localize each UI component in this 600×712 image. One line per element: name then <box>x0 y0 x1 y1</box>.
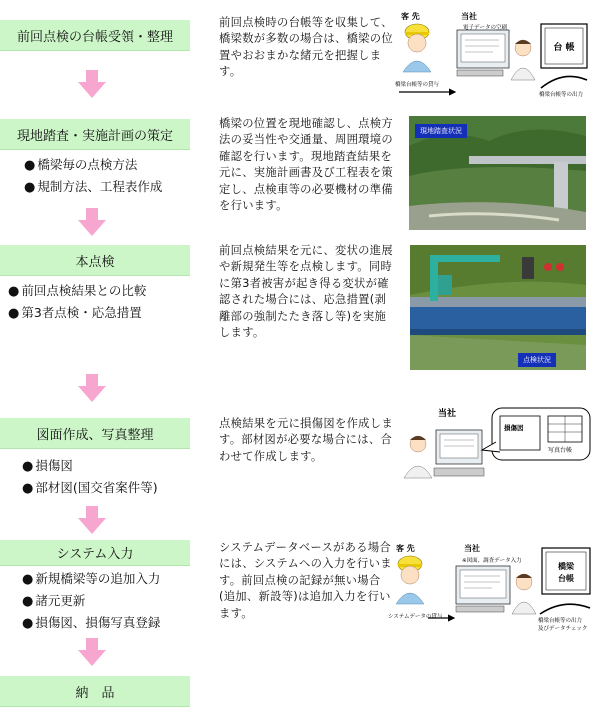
computer-icon <box>456 566 510 612</box>
step-title: 図面作成、写真整理 <box>36 427 154 443</box>
ledger-book-icon <box>542 548 590 594</box>
company-label: 当社 <box>464 544 480 553</box>
step-box-1 <box>0 20 190 51</box>
company-label: 当社 <box>438 409 457 419</box>
step-title: 本点検 <box>75 254 115 270</box>
step-box-2 <box>0 119 190 150</box>
step-box-3 <box>0 245 190 276</box>
client-label: 客 先 <box>401 12 420 21</box>
step-title: 前回点検の台帳受領・整理 <box>16 29 173 45</box>
company-person-icon <box>512 574 536 614</box>
company-person-icon <box>404 436 432 478</box>
down-arrow-icon <box>78 374 106 402</box>
handover-label: 橋梁台帳等の貸与 <box>395 82 440 88</box>
bullet-item: ● 規制方法、工程表作成 <box>24 179 163 195</box>
step-2-description: 橋梁の位置を現地確認し、点検方法の妥当性や交通量、周囲環境の確認を行います。現地踏査結果を元に、実施計画書及び工程表を策定し、点検車等の必要機材の準備を行います。 <box>219 117 393 213</box>
bullet-item: ● 損傷図 <box>22 458 73 474</box>
step-5-description: システムデータベースがある場合には、システムへの入力を行います。前回点検の記録が無い場合(追加、新設等)は追加入力を行います。 <box>219 541 392 620</box>
bullet-item: ● 部材図(国交省案件等) <box>22 480 158 496</box>
ledger-handover-illustration <box>395 10 595 100</box>
output-label: 橋梁台帳等の出力 <box>539 92 584 98</box>
step-title: 現地踏査・実施計画の策定 <box>16 128 173 144</box>
handover-label: システムデータの貸与 <box>388 614 443 620</box>
drawing-creation-illustration <box>398 402 593 494</box>
screen-label: 電子データの空刷 <box>463 25 508 31</box>
step-title: 納 品 <box>75 685 115 701</box>
step-4-bullets <box>22 455 158 499</box>
down-arrow-icon <box>78 506 106 534</box>
computer-icon <box>434 430 484 476</box>
step-1-description: 前回点検時の台帳等を収集して、橋梁数が多数の場合は、橋梁の位置やおおまかな緒元を把握します。 <box>219 16 393 79</box>
step-title: システム入力 <box>56 547 134 562</box>
output-label-line2: 及びデータチェック <box>538 626 588 632</box>
client-person-icon <box>396 556 424 604</box>
computer-icon <box>457 30 509 76</box>
photo-caption: 現地踏査状況 <box>415 124 467 138</box>
ledger-label-line1: 橋梁 <box>558 562 574 571</box>
step-3-description: 前回点検結果を元に、変状の進展や新規発生等を点検します。同時に第3者被害が起き得る変状が確認された場合には、応急措置(剥離部の強制たたき落し等)を実施します。 <box>219 244 393 340</box>
photo-caption: 点検状況 <box>518 353 556 367</box>
step-4-description: 点検結果を元に損傷図を作成します。部材図が必要な場合には、合わせて作成します。 <box>219 417 393 463</box>
step-5-bullets <box>22 568 160 634</box>
output-label-line1: 橋梁台帳等の出力 <box>538 618 583 624</box>
ledger-label: 台 帳 <box>553 43 575 53</box>
step-box-5 <box>0 540 190 566</box>
bullet-item: ● 第3者点検・応急措置 <box>8 305 142 321</box>
down-arrow-icon <box>78 638 106 666</box>
system-input-illustration <box>388 540 596 632</box>
bullet-item: ● 諸元更新 <box>22 593 86 609</box>
client-label: 客 先 <box>396 544 415 553</box>
ledger-label-line2: 台帳 <box>558 574 574 583</box>
client-person-icon <box>403 24 431 72</box>
down-arrow-icon <box>78 208 106 236</box>
step-box-4 <box>0 418 190 449</box>
screen-label: ※図面、調査データ入力 <box>462 558 522 564</box>
photo-ledger-label: 写真台帳 <box>548 447 573 454</box>
bullet-item: ● 橋梁毎の点検方法 <box>24 157 138 173</box>
step-2-bullets <box>24 154 162 198</box>
company-person-icon <box>511 40 535 80</box>
company-label: 当社 <box>461 12 477 21</box>
speech-bubble-icon <box>482 408 590 460</box>
inspection-photo <box>410 245 586 370</box>
down-arrow-icon <box>78 70 106 98</box>
site-survey-photo <box>409 116 586 230</box>
step-3-bullets <box>8 280 146 324</box>
bullet-item: ● 前回点検結果との比較 <box>8 283 147 299</box>
step-box-6 <box>0 676 190 707</box>
bullet-item: ● 損傷図、損傷写真登録 <box>22 615 161 631</box>
damage-drawing-label: 損傷図 <box>504 424 524 432</box>
bullet-item: ● 新規橋梁等の追加入力 <box>22 571 161 587</box>
